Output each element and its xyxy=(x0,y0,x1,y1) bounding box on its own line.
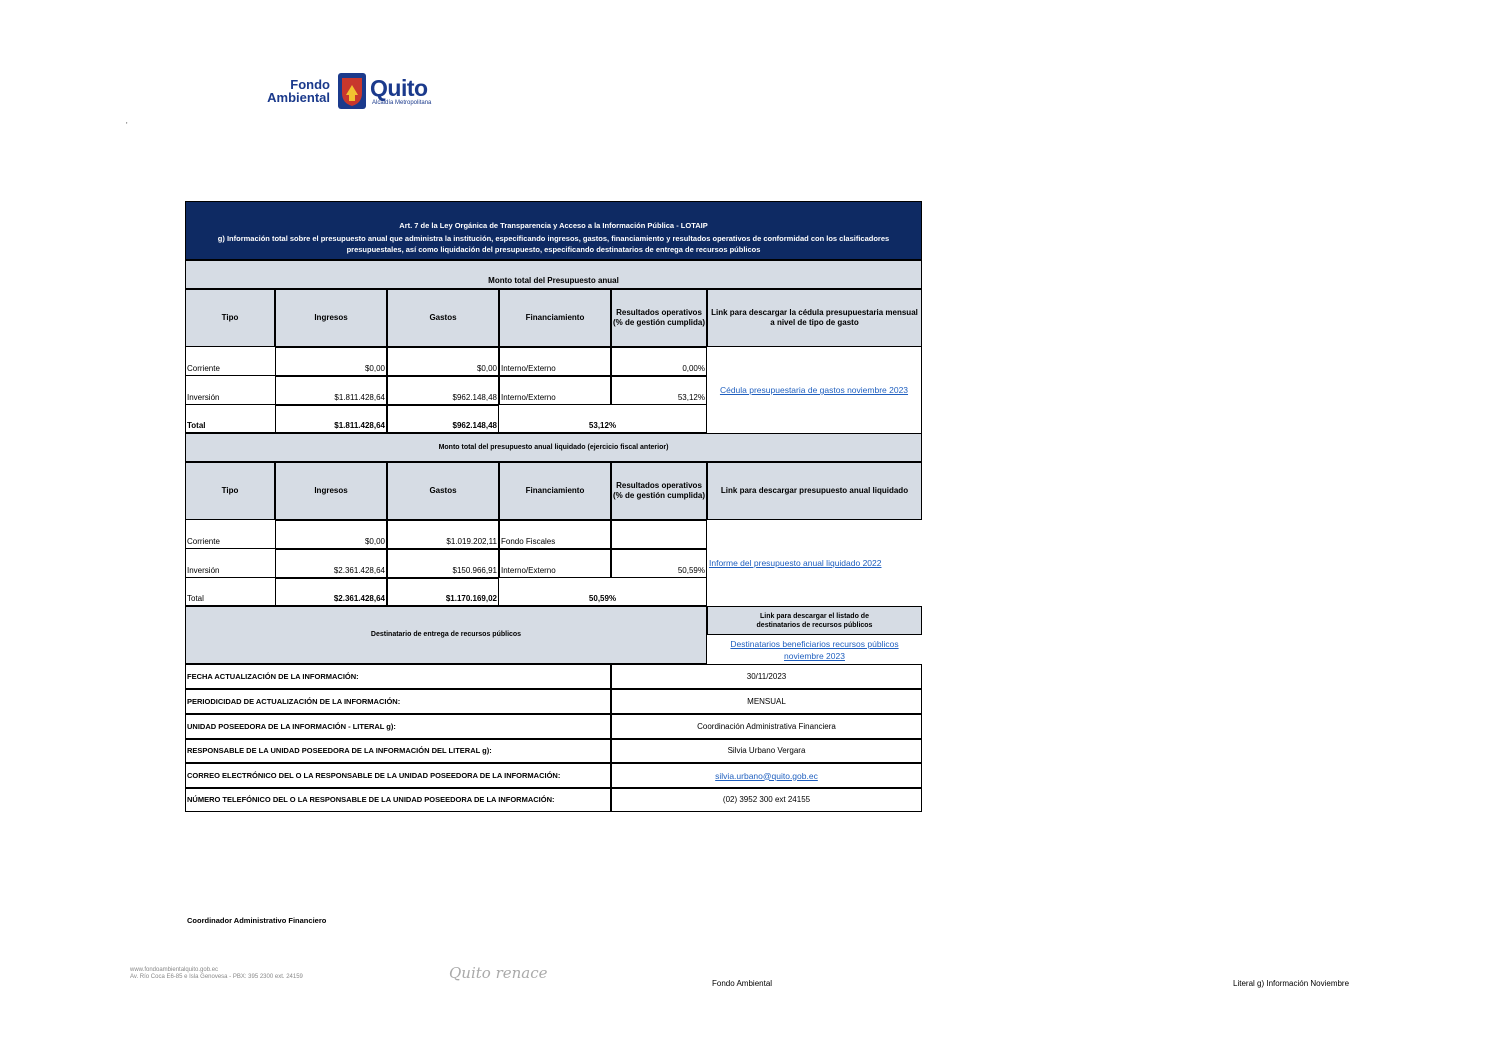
quito-shield-icon xyxy=(338,73,366,109)
section2-heading: Monto total del presupuesto anual liquidado (ejercicio fiscal anterior) xyxy=(185,433,922,462)
footer-center: Fondo Ambiental xyxy=(712,979,773,988)
informe-presupuesto-liquidado-link[interactable]: Informe del presupuesto anual liquidado 2022 xyxy=(709,558,882,568)
info-unidad-label: UNIDAD POSEEDORA DE LA INFORMACIÓN - LITERAL g): xyxy=(185,714,611,739)
info-responsable-value: Silvia Urbano Vergara xyxy=(611,739,922,763)
info-fecha-value: 30/11/2023 xyxy=(611,664,922,689)
info-periodicidad-value: MENSUAL xyxy=(611,689,922,714)
email-link[interactable]: silvia.urbano@quito.gob.ec xyxy=(715,770,818,781)
s2-row2-financiamiento: Interno/Externo xyxy=(499,549,611,578)
logo-text xyxy=(256,78,330,104)
s1-row2-resultado: 53,12% xyxy=(611,376,707,405)
s1-col-gastos: Gastos xyxy=(387,289,499,347)
s2-row1-gastos: $1.019.202,11 xyxy=(387,520,499,549)
s1-col-ingresos: Ingresos xyxy=(275,289,387,347)
logo-quito-text: Quito xyxy=(370,75,428,101)
logo-subtitle: Alcaldía Metropolitana xyxy=(372,100,432,106)
s2-col-tipo: Tipo xyxy=(185,462,275,520)
s2-row1-tipo: Corriente xyxy=(185,520,275,549)
destinatario-link-header xyxy=(707,606,922,635)
info-periodicidad-label: PERIODICIDAD DE ACTUALIZACIÓN DE LA INFORMACIÓN: xyxy=(185,689,611,714)
info-responsable-label: RESPONSABLE DE LA UNIDAD POSEEDORA DE LA INFORMACIÓN DEL LITERAL g): xyxy=(185,739,611,763)
s1-col-link: Link para descargar la cédula presupuestaria mensual a nivel de tipo de gasto xyxy=(707,289,922,347)
s2-row2-tipo: Inversión xyxy=(185,549,275,578)
destinatarios-link-line-2: noviembre 2023 xyxy=(784,650,845,661)
footer-web: www.fondoambientalquito.gob.ec xyxy=(130,967,219,973)
info-unidad-value: Coordinación Administrativa Financiera xyxy=(611,714,922,739)
s1-row1-gastos: $0,00 xyxy=(387,347,499,376)
s2-total-ingresos: $2.361.428,64 xyxy=(275,578,387,606)
s1-row1-resultado: 0,00% xyxy=(611,347,707,376)
destinatario-link-cell xyxy=(707,635,922,664)
s1-row2-ingresos: $1.811.428,64 xyxy=(275,376,387,405)
quito-renace-slogan: Quito renace xyxy=(449,964,548,982)
footer-right: Literal g) Información Noviembre xyxy=(1233,979,1350,988)
s2-row1-ingresos: $0,00 xyxy=(275,520,387,549)
s1-row2-gastos: $962.148,48 xyxy=(387,376,499,405)
cedula-presupuestaria-link[interactable]: Cédula presupuestaria de gastos noviembre 2023 xyxy=(719,385,909,395)
s1-row1-ingresos: $0,00 xyxy=(275,347,387,376)
s1-col-financiamiento: Financiamiento xyxy=(499,289,611,347)
info-telefono-label: NÚMERO TELEFÓNICO DEL O LA RESPONSABLE DE LA UNIDAD POSEEDORA DE LA INFORMACIÓN: xyxy=(185,788,611,812)
s1-row2-tipo: Inversión xyxy=(185,376,275,405)
s2-total-resultado: 50,59% xyxy=(499,578,707,606)
destinatario-label: Destinatario de entrega de recursos públicos xyxy=(185,606,707,664)
s1-total-gastos: $962.148,48 xyxy=(387,405,499,433)
s1-link-cell xyxy=(707,347,922,433)
title-block xyxy=(185,201,922,260)
info-telefono-value: (02) 3952 300 ext 24155 xyxy=(611,788,922,812)
s1-col-resultados: Resultados operativos (% de gestión cumplida) xyxy=(611,289,707,347)
s1-row1-tipo: Corriente xyxy=(185,347,275,376)
s2-total-gastos: $1.170.169,02 xyxy=(387,578,499,606)
destinatarios-link-line-1: Destinatarios beneficiarios recursos públicos xyxy=(730,638,899,649)
title-line-1: Art. 7 de la Ley Orgánica de Transparencia y Acceso a la Información Pública - LOTAIP xyxy=(399,221,708,230)
info-correo-label: CORREO ELECTRÓNICO DEL O LA RESPONSABLE DE LA UNIDAD POSEEDORA DE LA INFORMACIÓN: xyxy=(185,763,611,788)
s2-row2-resultado: 50,59% xyxy=(611,549,707,578)
fondo-ambiental-logo xyxy=(256,72,446,114)
footer-address: Av. Río Coca E6-85 e Isla Genovesa - PBX: 395 2300 ext. 24159 xyxy=(130,974,303,980)
logo-line-1: Fondo xyxy=(290,77,330,92)
s1-row2-financiamiento: Interno/Externo xyxy=(499,376,611,405)
s1-total-resultado: 53,12% xyxy=(499,405,707,433)
logo-line-2: Ambiental xyxy=(267,90,330,105)
s1-total-label: Total xyxy=(185,405,275,433)
s1-col-tipo: Tipo xyxy=(185,289,275,347)
signature-title: Coordinador Administrativo Financiero xyxy=(187,916,327,925)
s2-row1-resultado xyxy=(611,520,707,549)
s2-row2-ingresos: $2.361.428,64 xyxy=(275,549,387,578)
destinatario-link-header-2: destinatarios de recursos públicos xyxy=(756,621,873,629)
s2-col-ingresos: Ingresos xyxy=(275,462,387,520)
s1-row1-financiamiento: Interno/Externo xyxy=(499,347,611,376)
s2-col-resultados: Resultados operativos (% de gestión cumplida) xyxy=(611,462,707,520)
s2-total-label: Total xyxy=(185,578,275,606)
section1-heading: Monto total del Presupuesto anual xyxy=(185,260,922,289)
info-fecha-label: FECHA ACTUALIZACIÓN DE LA INFORMACIÓN: xyxy=(185,664,611,689)
s2-link-cell xyxy=(707,520,922,606)
stray-mark: ' xyxy=(126,121,128,130)
title-line-2: g) Información total sobre el presupuesto anual que administra la institución, especificando ingresos, gastos, financiamiento y resultados operativos de conformidad con los clasificadores presupuestales, así como liquidación del presupuesto, especificando destinatarios de entrega de recursos públicos xyxy=(217,233,890,254)
s2-row1-financiamiento: Fondo Fiscales xyxy=(499,520,611,549)
info-correo-value-cell xyxy=(611,763,922,788)
s2-col-gastos: Gastos xyxy=(387,462,499,520)
destinatario-link-header-1: Link para descargar el listado de xyxy=(760,612,869,620)
s2-col-link: Link para descargar presupuesto anual liquidado xyxy=(707,462,922,520)
s2-row2-gastos: $150.966,91 xyxy=(387,549,499,578)
destinatarios-link[interactable] xyxy=(730,638,898,662)
s2-col-financiamiento: Financiamiento xyxy=(499,462,611,520)
s1-total-ingresos: $1.811.428,64 xyxy=(275,405,387,433)
